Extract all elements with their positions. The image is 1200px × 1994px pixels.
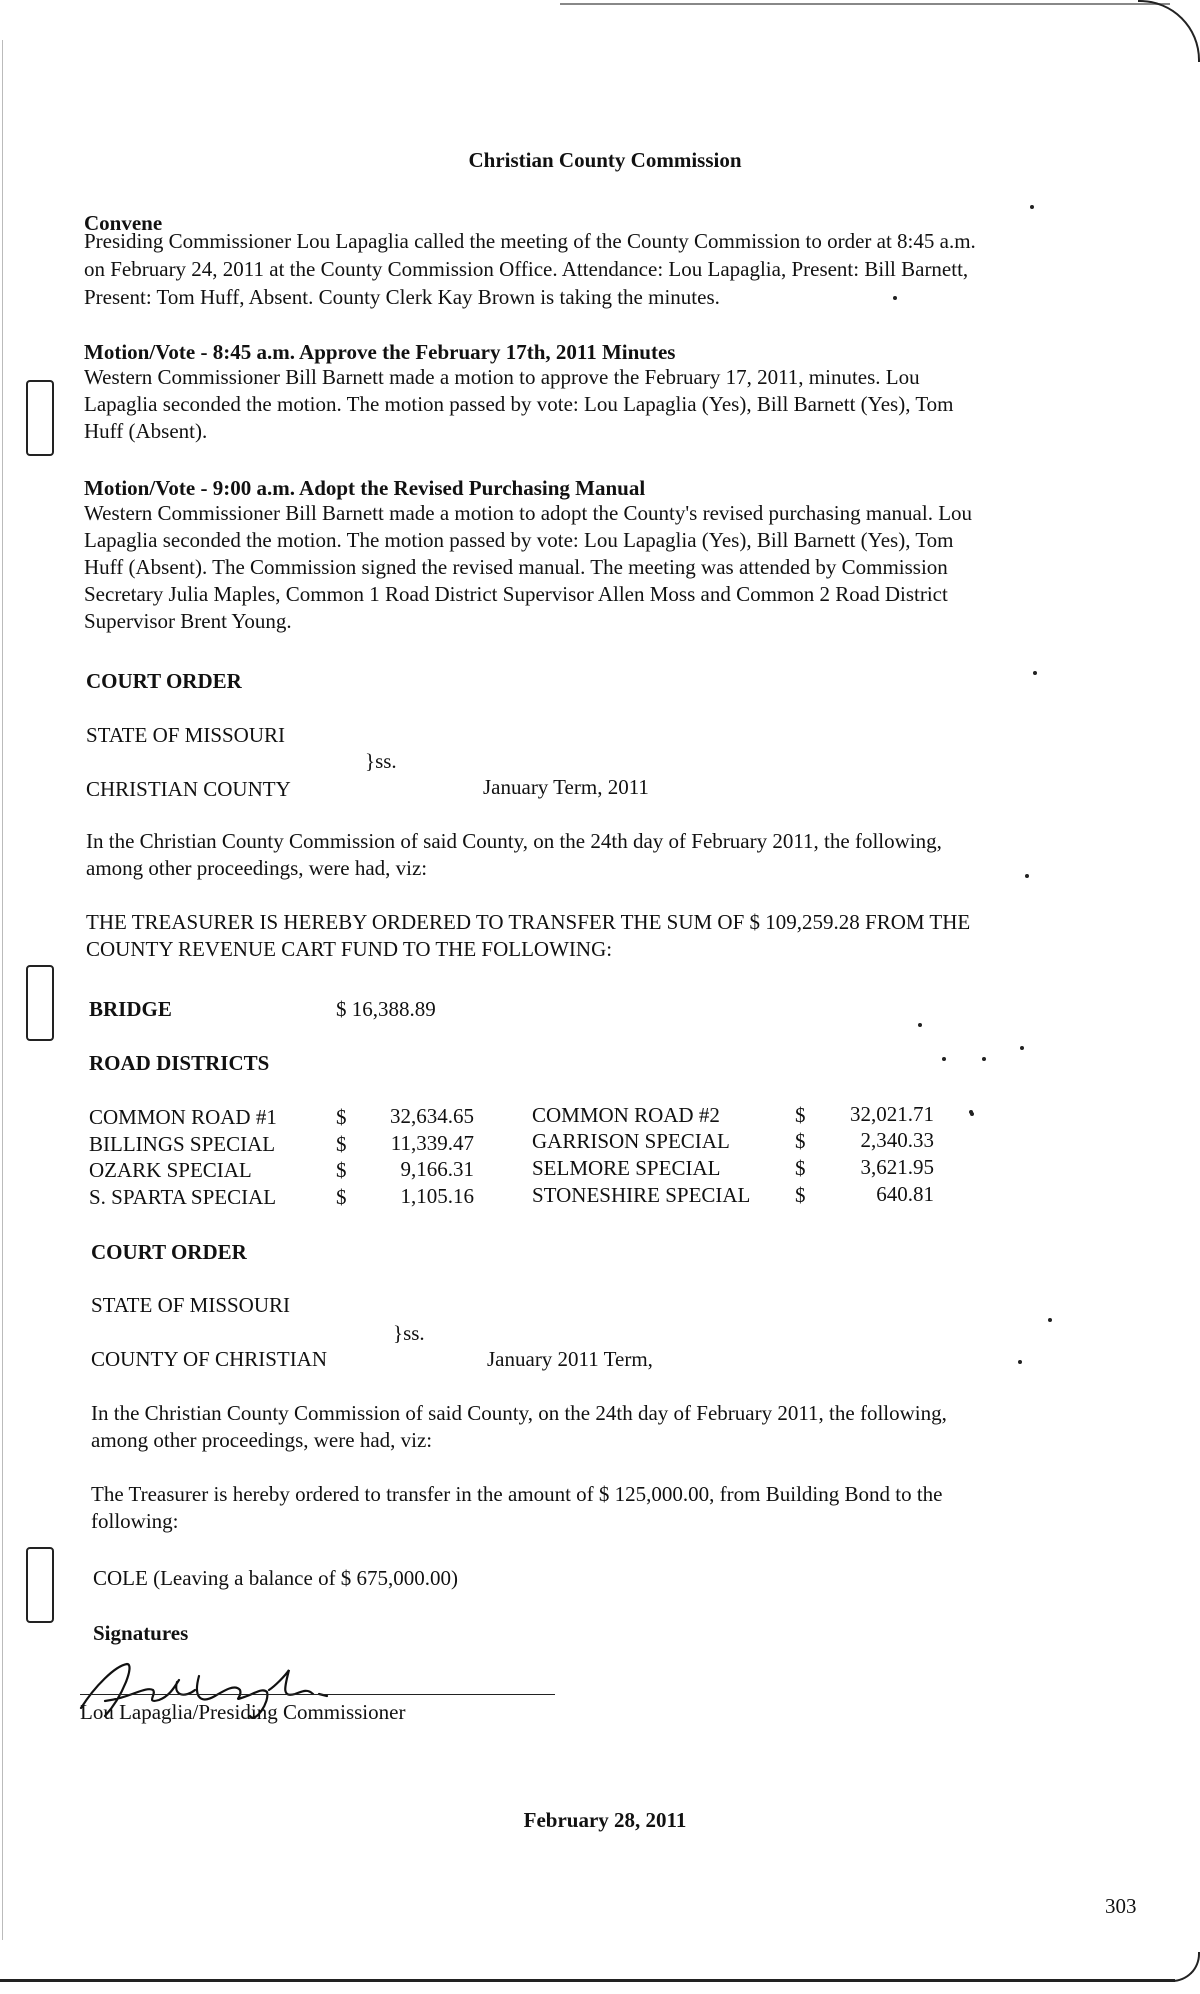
scan-speck xyxy=(1033,671,1037,675)
court-order-1-term: January Term, 2011 xyxy=(483,775,649,799)
punch-hole-1 xyxy=(26,380,54,456)
currency-symbol: $ xyxy=(336,1185,347,1209)
motion2-heading: Motion/Vote - 9:00 a.m. Adopt the Revised Purchasing Manual xyxy=(84,476,646,500)
scan-speck xyxy=(942,1057,946,1061)
motion2-line-4: Secretary Julia Maples, Common 1 Road District Supervisor Allen Moss and Common 2 Road District xyxy=(84,582,948,606)
district-name: STONESHIRE SPECIAL xyxy=(532,1183,751,1207)
district-amount: 32,634.65 xyxy=(390,1104,474,1128)
punch-hole-3 xyxy=(26,1547,54,1623)
motion1-line-1: Western Commissioner Bill Barnett made a motion to approve the February 17, 2011, minutes. Lou xyxy=(84,365,920,389)
court-order-1-heading: COURT ORDER xyxy=(86,669,242,693)
court-order-2-intro-2: among other proceedings, were had, viz: xyxy=(91,1428,433,1452)
district-amount: 9,166.31 xyxy=(400,1157,474,1181)
motion1-line-3: Huff (Absent). xyxy=(84,419,208,443)
scan-speck xyxy=(1020,1046,1024,1050)
district-amount: 2,340.33 xyxy=(860,1128,934,1152)
currency-symbol: $ xyxy=(795,1156,806,1180)
court-order-2-transfer-1: The Treasurer is hereby ordered to transfer in the amount of $ 125,000.00, from Building Bond to the xyxy=(91,1482,943,1506)
court-order-2-state: STATE OF MISSOURI xyxy=(91,1293,291,1317)
district-name: BILLINGS SPECIAL xyxy=(89,1132,276,1156)
motion1-heading: Motion/Vote - 8:45 a.m. Approve the February 17th, 2011 Minutes xyxy=(84,340,676,364)
signature-line xyxy=(80,1694,555,1695)
district-amount: 11,339.47 xyxy=(390,1131,474,1155)
court-order-2-transfer-2: following: xyxy=(91,1509,179,1533)
page-number: 303 xyxy=(1105,1894,1137,1918)
district-amount: 1,105.16 xyxy=(400,1184,474,1208)
court-order-1-transfer-1: THE TREASURER IS HEREBY ORDERED TO TRANSFER THE SUM OF $ 109,259.28 FROM THE xyxy=(86,910,971,934)
currency-symbol: $ xyxy=(336,1105,347,1129)
currency-symbol: $ xyxy=(336,1132,347,1156)
scan-speck xyxy=(969,1110,973,1114)
court-order-1-transfer-2: COUNTY REVENUE CART FUND TO THE FOLLOWING: xyxy=(86,937,613,961)
district-name: S. SPARTA SPECIAL xyxy=(89,1185,277,1209)
scan-speck xyxy=(893,296,897,300)
motion2-line-1: Western Commissioner Bill Barnett made a motion to adopt the County's revised purchasing manual. Lou xyxy=(84,501,973,525)
court-order-1-intro-2: among other proceedings, were had, viz: xyxy=(86,856,428,880)
district-amount: 3,621.95 xyxy=(860,1155,934,1179)
currency-symbol: $ xyxy=(795,1129,806,1153)
scan-speck xyxy=(1018,1360,1022,1364)
district-name: OZARK SPECIAL xyxy=(89,1158,252,1182)
scan-speck xyxy=(918,1023,922,1027)
court-order-1-intro-1: In the Christian County Commission of said County, on the 24th day of February 2011, the following, xyxy=(86,829,942,853)
signatures-heading: Signatures xyxy=(93,1621,189,1645)
currency-symbol: $ xyxy=(336,1158,347,1182)
court-order-1-ss: }ss. xyxy=(365,749,397,773)
district-name: COMMON ROAD #1 xyxy=(89,1105,277,1129)
district-amount: 640.81 xyxy=(876,1182,934,1206)
scan-corner-top-right xyxy=(1138,0,1200,62)
court-order-2-term: January 2011 Term, xyxy=(487,1347,653,1371)
court-order-2-ss: }ss. xyxy=(393,1321,425,1345)
court-order-1-state: STATE OF MISSOURI xyxy=(86,723,286,747)
road-districts-heading: ROAD DISTRICTS xyxy=(89,1051,270,1075)
motion2-line-3: Huff (Absent). The Commission signed the revised manual. The meeting was attended by Commission xyxy=(84,555,948,579)
scan-edge-top xyxy=(560,3,1170,5)
convene-line-3: Present: Tom Huff, Absent. County Clerk Kay Brown is taking the minutes. xyxy=(84,285,720,309)
convene-line-2: on February 24, 2011 at the County Commission Office. Attendance: Lou Lapaglia, Present: Bill Barnett, xyxy=(84,257,969,281)
scan-speck xyxy=(1025,874,1029,878)
scan-corner-bottom-right xyxy=(1170,1952,1200,1982)
motion2-line-2: Lapaglia seconded the motion. The motion passed by vote: Lou Lapaglia (Yes), Bill Barnett (Yes), Tom xyxy=(84,528,954,552)
court-order-2-intro-1: In the Christian County Commission of said County, on the 24th day of February 2011, the following, xyxy=(91,1401,947,1425)
scan-speck xyxy=(1030,205,1034,209)
district-name: GARRISON SPECIAL xyxy=(532,1129,730,1153)
currency-symbol: $ xyxy=(795,1103,806,1127)
punch-hole-2 xyxy=(26,965,54,1041)
scan-speck xyxy=(1048,1318,1052,1322)
district-name: COMMON ROAD #2 xyxy=(532,1103,720,1127)
convene-line-1: Presiding Commissioner Lou Lapaglia called the meeting of the County Commission to order at 8:45 a.m. xyxy=(84,229,976,253)
document-title: Christian County Commission xyxy=(468,148,742,172)
document-date: February 28, 2011 xyxy=(523,1808,687,1832)
court-order-2-county: COUNTY OF CHRISTIAN xyxy=(91,1347,328,1371)
scan-edge-left xyxy=(2,40,3,1940)
court-order-1-county: CHRISTIAN COUNTY xyxy=(86,777,291,801)
currency-symbol: $ xyxy=(795,1183,806,1207)
bridge-amount: $ 16,388.89 xyxy=(336,997,436,1021)
convene-heading: Convene xyxy=(84,211,163,235)
signer-name: Lou Lapaglia/Presiding Commissioner xyxy=(80,1700,406,1724)
motion2-line-5: Supervisor Brent Young. xyxy=(84,609,292,633)
scan-edge-bottom xyxy=(0,1979,1175,1982)
scan-speck xyxy=(982,1057,986,1061)
district-name: SELMORE SPECIAL xyxy=(532,1156,721,1180)
court-order-2-heading: COURT ORDER xyxy=(91,1240,247,1264)
district-amount: 32,021.71 xyxy=(850,1102,934,1126)
bridge-label: BRIDGE xyxy=(89,997,172,1021)
motion1-line-2: Lapaglia seconded the motion. The motion passed by vote: Lou Lapaglia (Yes), Bill Barnett (Yes), Tom xyxy=(84,392,954,416)
cole-line: COLE (Leaving a balance of $ 675,000.00) xyxy=(93,1566,459,1590)
